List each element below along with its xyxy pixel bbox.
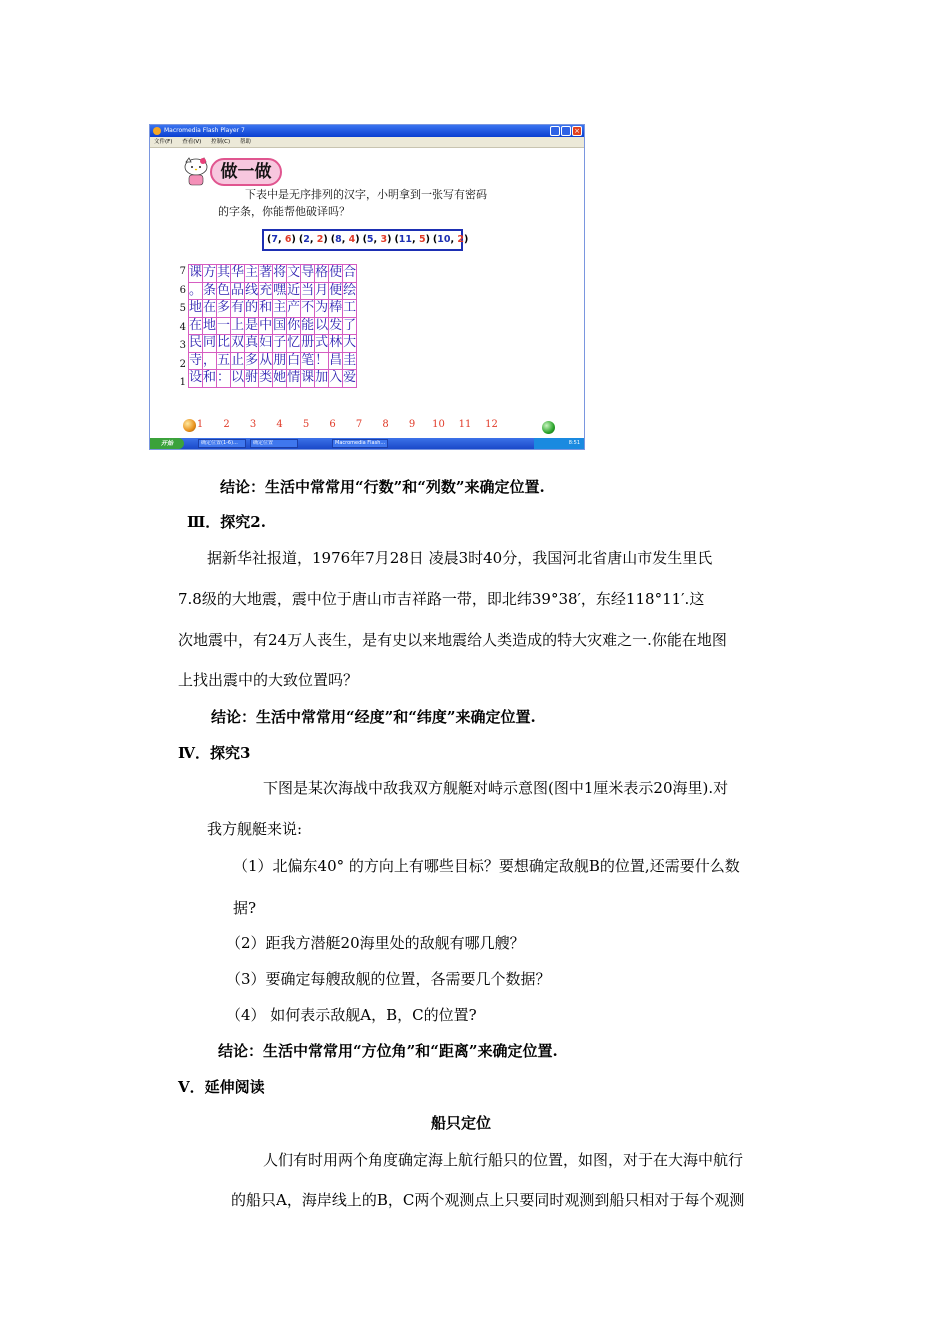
grid-cell: 多 <box>245 352 259 368</box>
grid-cell: 方 <box>203 265 217 281</box>
grid-cell: 双 <box>231 335 245 351</box>
column-number: 2 <box>223 419 230 430</box>
code-row: 5 <box>418 234 426 245</box>
sec3-para-line3: 次地震中，有24万人丧生，是有史以来地震给人类造成的特大灾难之一.你能在地图 <box>178 631 727 649</box>
grid-cell: 主 <box>273 300 287 316</box>
column-number: 3 <box>249 419 257 430</box>
taskbar-item[interactable]: 确定位置 <box>250 439 298 448</box>
puzzle-question-line2: 的字条，你能帮他破译吗？ <box>218 205 350 218</box>
grid-cell: 忆 <box>287 335 301 351</box>
grid-cell: 是 <box>245 317 259 333</box>
column-number: 12 <box>485 419 498 430</box>
code-column: 8 <box>335 234 342 245</box>
grid-cell: 不 <box>301 300 315 316</box>
taskbar-item[interactable]: Macromedia Flash... <box>332 439 388 448</box>
character-grid-table <box>188 264 357 388</box>
grid-cell: 工 <box>343 300 357 316</box>
grid-cell: 嘿 <box>273 282 287 298</box>
row-number: 5 <box>179 303 186 314</box>
system-tray <box>534 438 584 449</box>
grid-cell: 妇 <box>259 335 273 351</box>
taskbar-item[interactable]: 确定位置(1-6)... <box>198 439 246 448</box>
menu-view[interactable]: 查看(V) <box>182 139 202 145</box>
code-row: 2 <box>316 234 324 245</box>
conclusion-2: 结论：生活中常常用“经度”和“纬度”来确定位置. <box>211 708 536 726</box>
grid-cell: 子 <box>273 335 287 351</box>
grid-cell: 在 <box>203 300 217 316</box>
code-row: 3 <box>380 234 388 245</box>
grid-cell: 品 <box>231 282 245 298</box>
grid-cell: 的 <box>245 300 259 316</box>
grid-cell: 能 <box>301 317 315 333</box>
grid-row <box>189 300 357 318</box>
grid-cell: 在 <box>189 317 203 333</box>
question-3: （3）要确定每艘敌舰的位置，各需要几个数据？ <box>226 970 551 988</box>
grid-cell: 使 <box>329 265 343 281</box>
grid-row <box>189 317 357 335</box>
grid-cell: ， <box>203 352 217 368</box>
grid-cell: 爱 <box>343 370 357 386</box>
code-column: 5 <box>366 234 374 245</box>
conclusion-3: 结论：生活中常常用“方位角”和“距离”来确定位置. <box>218 1042 558 1060</box>
grid-cell: 线 <box>245 282 259 298</box>
green-ball-icon[interactable] <box>542 421 555 434</box>
grid-cell: 笔 <box>301 352 315 368</box>
grid-cell: 为 <box>315 300 329 316</box>
close-button[interactable]: × <box>572 126 582 136</box>
flash-player-screenshot <box>149 124 585 450</box>
code-row: 4 <box>348 234 356 245</box>
grid-row <box>189 352 357 370</box>
minimize-button[interactable] <box>550 126 560 136</box>
code-pair: (10, 2) <box>432 234 469 245</box>
grid-cell: 色 <box>217 282 231 298</box>
grid-cell: 比 <box>217 335 231 351</box>
sec3-para-line1: 据新华社报道，1976年7月28日 凌晨3时40分，我国河北省唐山市发生里氏 <box>207 549 713 567</box>
grid-cell: 白 <box>287 352 301 368</box>
grid-cell: 设 <box>189 370 203 386</box>
menu-file[interactable]: 文件(F) <box>154 139 173 145</box>
grid-cell: 充 <box>259 282 273 298</box>
code-pair: (5, 3) <box>362 234 392 245</box>
grid-cell: 式 <box>315 335 329 351</box>
grid-cell: 国 <box>273 317 287 333</box>
flash-stage <box>150 148 584 438</box>
grid-cell: 民 <box>189 335 203 351</box>
grid-cell: 上 <box>231 317 245 333</box>
column-number: 8 <box>382 419 389 430</box>
grid-cell: 其 <box>217 265 231 281</box>
grid-cell: 五 <box>217 352 231 368</box>
grid-cell: 发 <box>329 317 343 333</box>
grid-cell: 导 <box>301 265 315 281</box>
sec3-para-line4: 上找出震中的大致位置吗？ <box>178 671 359 689</box>
grid-cell: 以 <box>231 370 245 386</box>
grid-cell: 当 <box>301 282 315 298</box>
conclusion-1: 结论：生活中常常用“行数”和“列数”来确定位置. <box>220 478 545 496</box>
grid-cell: 以 <box>315 317 329 333</box>
clock: 8:51 <box>568 440 580 446</box>
section-3-heading: Ⅲ．探究2. <box>187 513 266 531</box>
grid-row <box>189 370 357 388</box>
column-number: 11 <box>458 419 472 430</box>
column-number: 10 <box>432 419 445 430</box>
column-number: 5 <box>302 419 310 430</box>
code-pair: (2, 2) <box>298 234 328 245</box>
row-number: 3 <box>179 340 186 351</box>
section-4-heading: Ⅳ．探究3 <box>178 744 251 762</box>
password-code-box <box>262 229 469 251</box>
question-1-line1: （1）北偏东40° 的方向上有哪些目标？要想确定敌舰B的位置,还需要什么数 <box>233 857 740 875</box>
reading-title: 船只定位 <box>431 1114 492 1132</box>
grid-cell: 林 <box>329 335 343 351</box>
grid-cell: 真 <box>245 335 259 351</box>
sec3-para-line2: 7.8级的大地震，震中位于唐山市吉祥路一带，即北纬39°38′，东经118°11′.这 <box>178 590 705 608</box>
do-it-badge: 做一做 <box>210 158 282 186</box>
menubar <box>150 137 584 148</box>
orange-ball-icon[interactable] <box>183 419 196 432</box>
flash-app-icon <box>153 127 161 135</box>
window-title: Macromedia Flash Player 7 <box>164 127 245 134</box>
code-pair: (11, 5) <box>394 234 430 245</box>
grid-row <box>189 335 357 353</box>
sec5-para-line2: 的船只A，海岸线上的B，C两个观测点上只要同时观测到船只相对于每个观测 <box>231 1191 745 1209</box>
sec4-para-line1: 下图是某次海战中敌我双方舰艇对峙示意图(图中1厘米表示20海里).对 <box>263 779 729 797</box>
grid-cell: 你 <box>287 317 301 333</box>
hello-kitty-icon <box>183 157 209 187</box>
column-number: 7 <box>355 419 363 430</box>
grid-cell: 了 <box>343 317 357 333</box>
grid-cell: 朋 <box>273 352 287 368</box>
row-number: 6 <box>179 284 186 296</box>
grid-cell: ： <box>217 370 231 386</box>
column-number: 9 <box>408 419 416 430</box>
grid-cell: 入 <box>329 370 343 386</box>
grid-cell: 主 <box>245 265 259 281</box>
section-5-heading: Ⅴ．延伸阅读 <box>178 1078 265 1096</box>
grid-cell: 加 <box>315 370 329 386</box>
grid-cell: 册 <box>301 335 315 351</box>
grid-cell: ！ <box>315 352 329 368</box>
grid-cell: 类 <box>259 370 273 386</box>
code-column: 10 <box>437 234 451 245</box>
code-pair: (8, 4) <box>330 234 360 245</box>
code-row: 6 <box>284 234 292 245</box>
grid-cell: 格 <box>315 265 329 281</box>
row-number: 7 <box>179 266 186 277</box>
question-4: （4） 如何表示敌舰A，B，C的位置? <box>226 1006 477 1024</box>
grid-cell: 她 <box>273 370 287 386</box>
grid-row <box>189 282 357 300</box>
grid-cell: 多 <box>217 300 231 316</box>
grid-cell: 地 <box>203 317 217 333</box>
grid-cell: 地 <box>189 300 203 316</box>
grid-cell: 便 <box>329 282 343 298</box>
grid-cell: 和 <box>259 300 273 316</box>
question-1-line2: 据? <box>233 899 257 917</box>
maximize-button[interactable] <box>561 126 571 136</box>
grid-cell: 从 <box>259 352 273 368</box>
grid-cell: 近 <box>287 282 301 298</box>
sec4-para-line2: 我方舰艇来说: <box>207 820 303 838</box>
start-button[interactable]: 开始 <box>150 438 184 449</box>
grid-cell: 大 <box>343 335 357 351</box>
grid-cell: 一 <box>217 317 231 333</box>
code-pair: (7, 6) <box>267 234 296 245</box>
grid-cell: 合 <box>343 265 357 281</box>
grid-cell: 寺 <box>189 352 203 368</box>
grid-cell: 止 <box>231 352 245 368</box>
grid-cell: 圭 <box>343 352 357 368</box>
grid-cell: 有 <box>231 300 245 316</box>
row-number: 1 <box>179 377 186 388</box>
code-column: 11 <box>398 234 413 245</box>
grid-cell: 课 <box>189 265 203 281</box>
grid-cell: 棒 <box>329 300 343 316</box>
grid-cell: 月 <box>315 282 329 298</box>
row-number: 4 <box>179 321 186 333</box>
column-number: 6 <box>329 419 336 430</box>
grid-cell: 驸 <box>245 370 259 386</box>
menu-help[interactable]: 帮助 <box>239 139 251 145</box>
grid-cell: 情 <box>287 370 301 386</box>
column-number: 1 <box>196 419 204 430</box>
grid-cell: 同 <box>203 335 217 351</box>
question-2: （2）距我方潜艇20海里处的敌舰有哪几艘？ <box>226 934 525 952</box>
row-number: 2 <box>179 358 186 370</box>
grid-cell: 和 <box>203 370 217 386</box>
grid-cell: 课 <box>301 370 315 386</box>
grid-cell: 文 <box>287 265 301 281</box>
grid-cell: 中 <box>259 317 273 333</box>
grid-cell: 将 <box>273 265 287 281</box>
window-titlebar <box>150 125 584 137</box>
menu-control[interactable]: 控制(C) <box>211 139 231 145</box>
puzzle-question-line1: 下表中是无序排列的汉字，小明拿到一张写有密码 <box>245 188 487 201</box>
column-number: 4 <box>276 419 283 430</box>
grid-cell: 。 <box>189 282 203 298</box>
grid-cell: 绘 <box>343 282 357 298</box>
code-row: 2 <box>457 234 465 245</box>
sec5-para-line1: 人们有时用两个角度确定海上航行船只的位置，如图，对于在大海中航行 <box>263 1151 744 1169</box>
code-column: 7 <box>271 234 278 245</box>
windows-taskbar <box>150 438 584 449</box>
code-column: 2 <box>303 234 310 245</box>
grid-row <box>189 265 357 283</box>
grid-cell: 华 <box>231 265 245 281</box>
grid-cell: 著 <box>259 265 273 281</box>
grid-cell: 条 <box>203 282 217 298</box>
grid-cell: 产 <box>287 300 301 316</box>
grid-cell: 昌 <box>329 352 343 368</box>
